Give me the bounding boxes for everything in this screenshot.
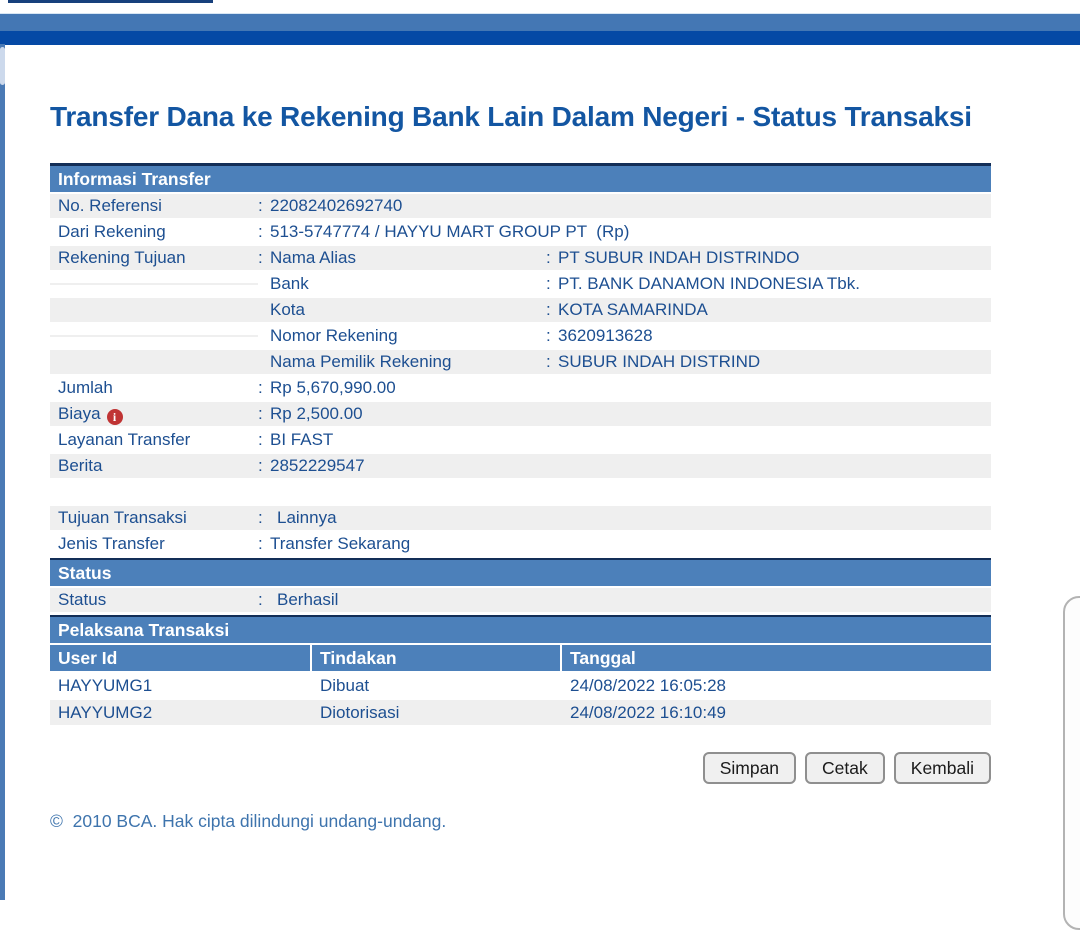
row-sublabel: Nama Pemilik Rekening: [270, 352, 452, 371]
right-scrollbar-thumb[interactable]: [1063, 596, 1080, 930]
status-value: Berhasil: [277, 590, 339, 609]
executor-row: [50, 673, 991, 698]
table-row: [50, 454, 991, 478]
colon-separator: :: [546, 300, 551, 319]
column-header-tanggal: Tanggal: [562, 645, 991, 671]
section-header-informasi-transfer: Informasi Transfer: [50, 163, 991, 192]
row-sublabel: Nomor Rekening: [270, 326, 398, 345]
main-content: [50, 45, 991, 832]
row-label: Status: [58, 590, 107, 609]
executor-date: 24/08/2022 16:10:49: [570, 702, 726, 722]
column-header-tindakan: Tindakan: [312, 645, 560, 671]
banner-bar-dark: [0, 31, 1080, 45]
fee-info-icon[interactable]: i: [107, 409, 123, 425]
row-value: Lainnya: [277, 508, 337, 527]
status-row: [50, 588, 991, 612]
row-value: 2852229547: [270, 456, 365, 475]
left-scrollbar-thumb[interactable]: [0, 47, 5, 85]
executor-action: Dibuat: [320, 675, 370, 695]
banner-bar-light: [0, 13, 1080, 31]
colon-separator: :: [258, 456, 263, 475]
executor-user-id: HAYYUMG2: [58, 702, 153, 722]
row-value: PT SUBUR INDAH DISTRINDO: [558, 248, 800, 267]
row-label: Rekening Tujuan: [58, 248, 186, 267]
table-row: [50, 532, 991, 556]
back-button[interactable]: Kembali: [894, 752, 991, 784]
row-label: [50, 361, 258, 363]
row-label: Dari Rekening: [58, 222, 166, 241]
table-row: [50, 220, 991, 244]
executor-row: [50, 700, 991, 725]
row-value: Rp 2,500.00: [270, 404, 363, 423]
top-white-strip: [0, 0, 1080, 13]
row-label-text: Biaya: [58, 403, 101, 423]
executor-action: Diotorisasi: [320, 702, 400, 722]
column-header-user-id: User Id: [50, 645, 310, 671]
row-label: [50, 403, 258, 426]
colon-spacer: [258, 361, 270, 363]
row-sublabel: Bank: [270, 274, 309, 293]
colon-separator: :: [258, 222, 263, 241]
row-value: 22082402692740: [270, 196, 403, 215]
action-buttons: [50, 752, 991, 784]
table-row: [50, 402, 991, 426]
executor-date: 24/08/2022 16:05:28: [570, 675, 726, 695]
table-row: [50, 350, 991, 374]
row-label: Tujuan Transaksi: [58, 508, 187, 527]
row-label: Layanan Transfer: [58, 430, 191, 449]
row-label: [50, 335, 258, 337]
table-row: [50, 246, 991, 270]
table-row: [50, 272, 991, 296]
copyright-footer: © 2010 BCA. Hak cipta dilindungi undang-undang.: [50, 811, 447, 831]
row-value: 3620913628: [558, 326, 653, 345]
row-label: Berita: [58, 456, 103, 475]
colon-separator: :: [258, 248, 263, 267]
table-row: [50, 428, 991, 452]
page-title: Transfer Dana ke Rekening Bank Lain Dalam Negeri - Status Transaksi: [50, 101, 972, 132]
row-label: [50, 283, 258, 285]
row-label: [50, 309, 258, 311]
spacer-row: [50, 480, 991, 504]
row-value: KOTA SAMARINDA: [558, 300, 708, 319]
executor-user-id: HAYYUMG1: [58, 675, 153, 695]
colon-separator: :: [546, 248, 551, 267]
section-header-status: Status: [50, 558, 991, 586]
colon-spacer: [258, 309, 270, 311]
row-label: Jumlah: [58, 378, 113, 397]
colon-separator: :: [258, 508, 263, 527]
row-value: PT. BANK DANAMON INDONESIA Tbk.: [558, 274, 860, 293]
row-value: 513-5747774 / HAYYU MART GROUP PT (Rp): [270, 222, 630, 241]
row-value: Rp 5,670,990.00: [270, 378, 396, 397]
section-header-pelaksana-transaksi: Pelaksana Transaksi: [50, 615, 991, 643]
colon-spacer: [258, 283, 270, 285]
table-row: [50, 298, 991, 322]
colon-separator: :: [546, 352, 551, 371]
colon-separator: :: [546, 274, 551, 293]
row-value: Transfer Sekarang: [270, 534, 411, 553]
row-sublabel: Kota: [270, 300, 305, 319]
row-sublabel: Nama Alias: [270, 248, 356, 267]
colon-separator: :: [258, 430, 263, 449]
row-value: SUBUR INDAH DISTRIND: [558, 352, 761, 371]
row-label: Jenis Transfer: [58, 534, 165, 553]
print-button[interactable]: Cetak: [805, 752, 885, 784]
colon-separator: :: [258, 378, 263, 397]
row-value: BI FAST: [270, 430, 334, 449]
colon-separator: :: [546, 326, 551, 345]
colon-separator: :: [258, 534, 263, 553]
executor-table-header: [50, 645, 991, 671]
table-row: [50, 324, 991, 348]
transfer-info-table: [50, 163, 991, 725]
colon-separator: :: [258, 590, 263, 609]
colon-separator: :: [258, 196, 263, 215]
table-row: [50, 194, 991, 218]
colon-separator: :: [258, 404, 263, 423]
colon-spacer: [258, 335, 270, 337]
browser-tab-edge: [8, 0, 213, 3]
left-scrollbar-track[interactable]: [0, 44, 5, 900]
table-row: [50, 376, 991, 400]
table-row: [50, 506, 991, 530]
row-label: No. Referensi: [58, 196, 162, 215]
save-button[interactable]: Simpan: [703, 752, 796, 784]
